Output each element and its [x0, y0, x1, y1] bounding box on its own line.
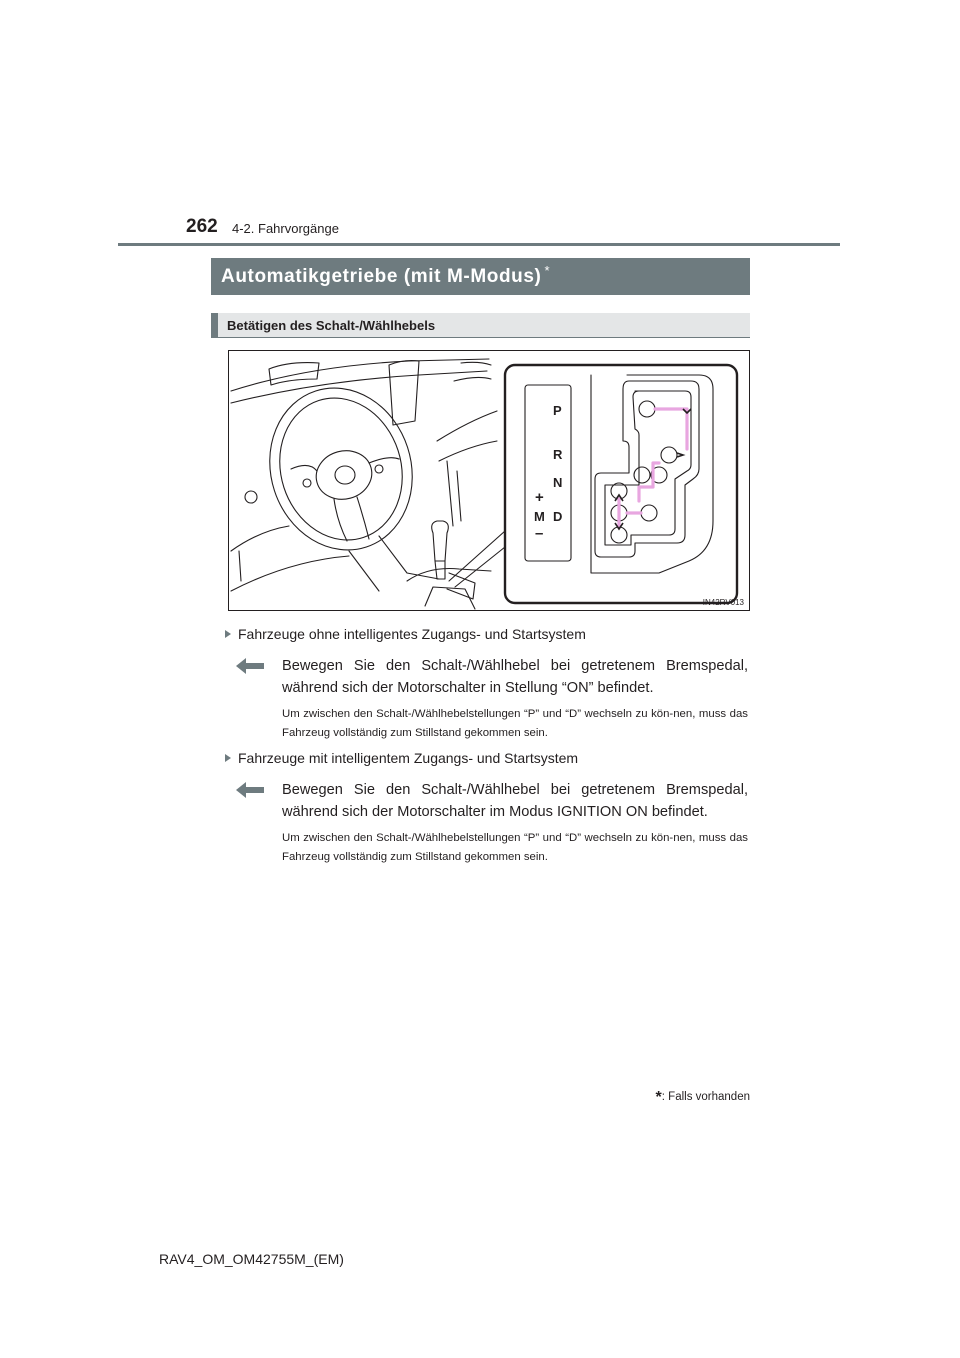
- section-title-bar: [211, 258, 750, 295]
- chapter-title: 4-2. Fahrvorgänge: [232, 221, 339, 236]
- block-heading-1: [225, 626, 586, 642]
- block-heading-text: Fahrzeuge ohne intelligentes Zugangs- und Startsystem: [238, 626, 586, 642]
- header-rule: [118, 243, 840, 246]
- instruction-note: Um zwischen den Schalt-/Wählhebelstellungen “P” und “D” wechseln zu kön-nen, muss das Fahrzeug vollständig zum Stillstand gekommen sein.: [282, 832, 748, 863]
- document-id: RAV4_OM_OM42755M_(EM): [159, 1251, 344, 1267]
- footnote-asterisk: *: [655, 1089, 662, 1106]
- gate-label-n: N: [553, 475, 563, 490]
- subsection-accent-bar: [211, 313, 218, 338]
- step-arrow-icon: [236, 658, 264, 674]
- bullet-triangle-icon: [225, 754, 231, 762]
- step-arrow-icon: [236, 782, 264, 798]
- footnote-text: : Falls vorhanden: [661, 1091, 750, 1103]
- shift-lever-illustration: [228, 350, 750, 611]
- gate-label-r: R: [553, 447, 563, 462]
- instruction-text: Bewegen Sie den Schalt-/Wählhebel bei getretenem Bremspedal, während sich der Motorschalter im Modus IGNITION ON befindet.: [282, 782, 748, 820]
- section-title: Automatikgetriebe (mit M-Modus): [221, 266, 542, 287]
- gate-label-minus: –: [535, 525, 544, 542]
- instruction-note: Um zwischen den Schalt-/Wählhebelstellungen “P” und “D” wechseln zu kön-nen, muss das Fahrzeug vollständig zum Stillstand gekommen sein.: [282, 708, 748, 739]
- block-heading-2: [225, 750, 578, 766]
- gate-label-m: M: [534, 509, 545, 524]
- subsection-heading: [211, 313, 750, 338]
- block-heading-text: Fahrzeuge mit intelligentem Zugangs- und Startsystem: [238, 750, 579, 766]
- shift-lever-drawing: [229, 351, 749, 610]
- figure-code: IN42RV013: [702, 598, 744, 607]
- gate-label-p: P: [553, 403, 562, 418]
- instruction-text: Bewegen Sie den Schalt-/Wählhebel bei getretenem Bremspedal, während sich der Motorschalter in Stellung “ON” befindet.: [282, 658, 748, 696]
- title-asterisk: *: [544, 263, 551, 278]
- gate-label-d: D: [553, 509, 563, 524]
- gate-label-plus: +: [535, 489, 544, 506]
- subsection-title: Betätigen des Schalt-/Wählhebels: [227, 318, 436, 333]
- footnote: [656, 1087, 750, 1105]
- page-number: 262: [186, 216, 218, 237]
- bullet-triangle-icon: [225, 630, 231, 638]
